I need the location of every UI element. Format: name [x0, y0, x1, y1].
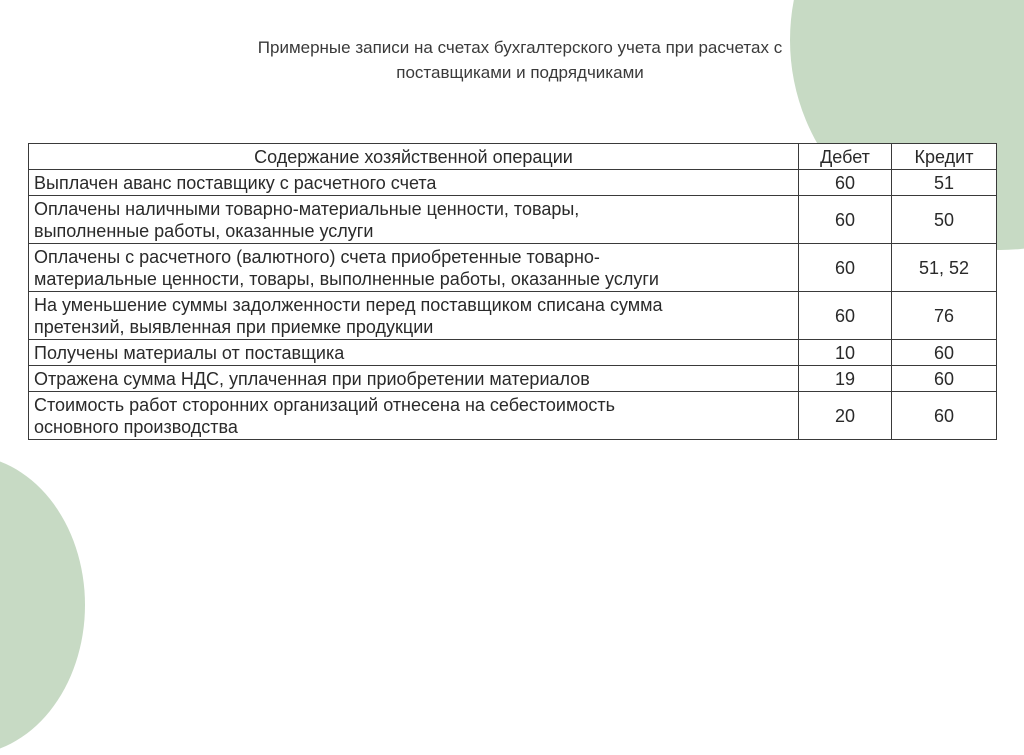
header-credit: Кредит: [892, 144, 997, 170]
operation-cell: [29, 366, 799, 392]
debit-cell: 60: [799, 170, 892, 196]
operation-cell: [29, 340, 799, 366]
accounting-entries-table-container: [28, 143, 996, 440]
credit-cell: 51, 52: [892, 244, 997, 292]
operation-cell: [29, 244, 799, 292]
table-row: [29, 392, 997, 440]
table-header-row: [29, 144, 997, 170]
debit-cell: 60: [799, 196, 892, 244]
debit-cell: 20: [799, 392, 892, 440]
background-circle-bottom-left: [0, 455, 85, 755]
table-row: [29, 366, 997, 392]
header-debit: Дебет: [799, 144, 892, 170]
operation-line: Оплачены с расчетного (валютного) счета приобретенные товарно-: [34, 247, 600, 267]
header-operation: Содержание хозяйственной операции: [29, 144, 799, 170]
operation-cell: [29, 392, 799, 440]
credit-cell: 51: [892, 170, 997, 196]
credit-cell: 76: [892, 292, 997, 340]
accounting-entries-table: [28, 143, 997, 440]
table-row: [29, 292, 997, 340]
operation-cell: [29, 196, 799, 244]
debit-cell: 60: [799, 292, 892, 340]
debit-cell: 10: [799, 340, 892, 366]
debit-cell: 60: [799, 244, 892, 292]
operation-line: основного производства: [34, 417, 238, 437]
operation-line: выполненные работы, оказанные услуги: [34, 221, 374, 241]
credit-cell: 60: [892, 366, 997, 392]
table-row: [29, 196, 997, 244]
operation-line: Отражена сумма НДС, уплаченная при приобретении материалов: [34, 369, 590, 389]
table-row: [29, 340, 997, 366]
operation-cell: [29, 170, 799, 196]
credit-cell: 60: [892, 340, 997, 366]
page-title-line-2: поставщиками и подрядчиками: [396, 63, 644, 82]
credit-cell: 50: [892, 196, 997, 244]
credit-cell: 60: [892, 392, 997, 440]
operation-line: материальные ценности, товары, выполненные работы, оказанные услуги: [34, 269, 659, 289]
operation-line: Выплачен аванс поставщику с расчетного счета: [34, 173, 437, 193]
page-title-line-1: Примерные записи на счетах бухгалтерского учета при расчетах с: [257, 38, 783, 57]
debit-cell: 19: [799, 366, 892, 392]
operation-line: Оплачены наличными товарно-материальные ценности, товары,: [34, 199, 580, 219]
operation-line: Стоимость работ сторонних организаций отнесена на себестоимость: [34, 395, 615, 415]
operation-line: претензий, выявленная при приемке продукции: [34, 317, 434, 337]
operation-cell: [29, 292, 799, 340]
table-row: [29, 244, 997, 292]
operation-line: Получены материалы от поставщика: [34, 343, 345, 363]
table-row: [29, 170, 997, 196]
operation-line: На уменьшение суммы задолженности перед поставщиком списана сумма: [34, 295, 663, 315]
page-title: [120, 35, 920, 85]
